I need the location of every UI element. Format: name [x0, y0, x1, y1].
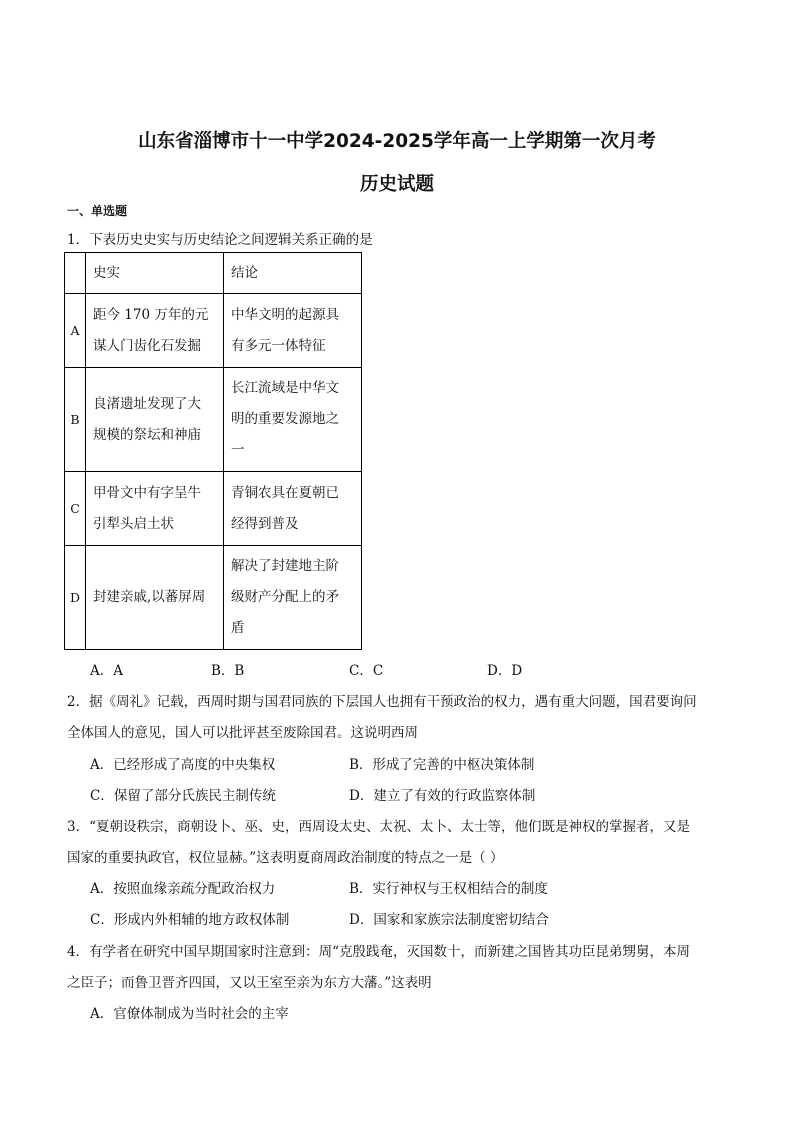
q1-option-d[interactable]: D．D [487, 663, 523, 679]
table-header-conclusion: 结论 [224, 253, 362, 294]
row-label: A [65, 294, 86, 368]
row-label: C [65, 472, 86, 546]
row-conclusion [224, 294, 362, 368]
q2-option-b[interactable]: B．形成了完善的中枢决策体制 [349, 757, 535, 773]
q4-stem-line2: 之臣子；而鲁卫晋齐四国，又以王室至亲为东方大藩。”这表明 [67, 975, 432, 991]
row-fact [86, 368, 224, 472]
row-conclusion-line: 级财产分配上的矛 [231, 589, 339, 605]
row-conclusion-line: 经得到普及 [231, 515, 299, 532]
row-fact-line: 封建亲戚,以蕃屏周 [93, 589, 206, 605]
q2-option-c[interactable]: C．保留了部分氏族民主制传统 [90, 788, 276, 804]
q3-option-a[interactable]: A．按照血缘亲疏分配政治权力 [90, 881, 276, 897]
row-conclusion-line: 中华文明的起源具 [231, 306, 339, 323]
q2-stem-line1: 2．据《周礼》记载，西周时期与国君同族的下层国人也拥有干预政治的权力，遇有重大问题，国君要询问 [67, 694, 697, 710]
row-conclusion-line: 明的重要发源地之 [231, 411, 339, 427]
document-subtitle: 历史试题 [359, 174, 434, 195]
table-row [65, 472, 362, 546]
row-conclusion-line: 青铜农具在夏朝已 [231, 484, 339, 501]
row-conclusion [224, 546, 362, 650]
table-row [65, 294, 362, 368]
row-fact-line: 谋人门齿化石发掘 [93, 337, 201, 354]
q3-option-d[interactable]: D．国家和家族宗法制度密切结合 [349, 912, 549, 928]
row-conclusion-line: 解决了封建地主阶 [231, 558, 339, 574]
q3-option-c[interactable]: C．形成内外相辅的地方政权体制 [90, 912, 290, 928]
q1-stem: 1．下表历史史实与历史结论之间逻辑关系正确的是 [67, 232, 373, 248]
document-title: 山东省淄博市十一中学2024-2025学年高一上学期第一次月考 [138, 131, 656, 152]
row-fact [86, 472, 224, 546]
table-header-row [65, 253, 362, 294]
row-conclusion [224, 368, 362, 472]
q1-option-b[interactable]: B．B [211, 663, 245, 679]
row-label: D [65, 546, 86, 650]
table-header-empty [65, 253, 86, 294]
row-conclusion-line: 一 [231, 442, 245, 458]
q1-option-c[interactable]: C．C [349, 663, 384, 679]
q4-stem-line1: 4．有学者在研究中国早期国家时注意到：周“克殷践奄，灭国数十，而新建之国皆其功臣昆弟甥舅，本周 [67, 944, 690, 960]
row-conclusion-line: 盾 [231, 620, 245, 636]
table-header-fact: 史实 [86, 253, 224, 294]
section-heading: 一、单选题 [67, 204, 128, 218]
table-row [65, 546, 362, 650]
row-fact-line: 距今 170 万年的元 [93, 306, 209, 323]
row-conclusion-line: 有多元一体特征 [231, 337, 326, 354]
q2-option-d[interactable]: D．建立了有效的行政监察体制 [349, 788, 536, 804]
row-fact-line: 规模的祭坛和神庙 [93, 426, 201, 443]
row-conclusion [224, 472, 362, 546]
q2-option-a[interactable]: A．已经形成了高度的中央集权 [90, 757, 276, 773]
row-fact [86, 546, 224, 650]
row-conclusion-line: 长江流域是中华文 [231, 380, 339, 396]
q4-option-a[interactable]: A．官僚体制成为当时社会的主宰 [90, 1006, 289, 1022]
q1-table [64, 252, 362, 650]
table-row [65, 368, 362, 472]
row-fact-line: 引犁头启土状 [93, 515, 174, 532]
q3-stem-line2: 国家的重要执政官，权位显赫。”这表明夏商周政治制度的特点之一是（ ） [67, 850, 504, 866]
q2-stem-line2: 全体国人的意见，国人可以批评甚至废除国君。这说明西周 [67, 725, 418, 741]
q3-stem-line1: 3．“夏朝设秩宗，商朝设卜、巫、史，西周设太史、太祝、太卜、太士等，他们既是神权的掌握者，又是 [67, 819, 690, 835]
row-label: B [65, 368, 86, 472]
row-fact [86, 294, 224, 368]
q1-option-a[interactable]: A．A [90, 663, 123, 679]
row-fact-line: 甲骨文中有字呈牛 [93, 484, 201, 501]
q3-option-b[interactable]: B．实行神权与王权相结合的制度 [349, 881, 548, 897]
row-fact-line: 良渚遗址发现了大 [93, 395, 201, 412]
